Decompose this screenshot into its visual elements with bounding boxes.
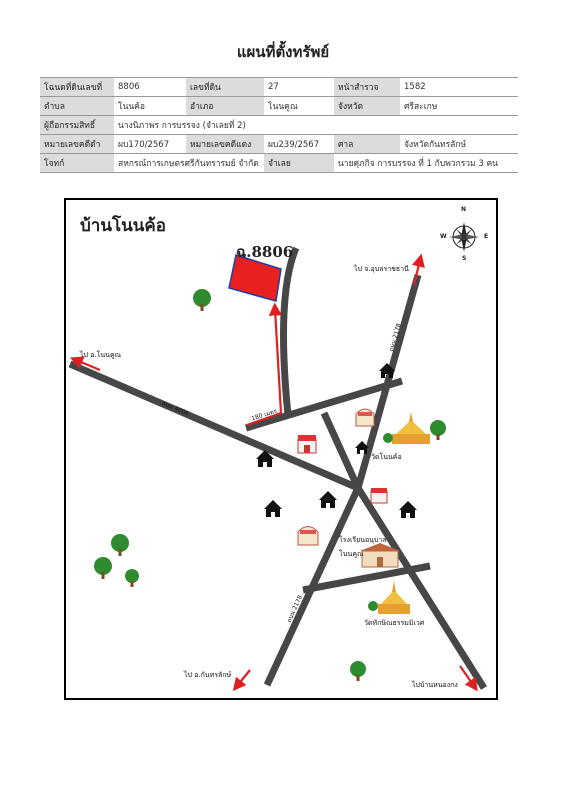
table-row <box>40 135 518 154</box>
label-to-ubon: ไป จ.อุบลราชธานี <box>354 265 409 273</box>
tree-icon <box>193 289 211 311</box>
district-value: โนนคูณ <box>264 97 334 116</box>
map-title: บ้านโนนค้อ <box>80 216 166 236</box>
label-to-nonkhun: ไป อ.โนนคูณ <box>80 351 122 359</box>
court-label: ศาล <box>334 135 400 154</box>
tree-icon <box>94 557 112 579</box>
shop-icon <box>371 488 387 503</box>
court-value: จังหวัดกันทรลักษ์ <box>400 135 518 154</box>
house-icon <box>399 501 417 518</box>
property-info-table <box>40 77 518 173</box>
province-label: จังหวัด <box>334 97 400 116</box>
owner-value: นางนิภาพร การบรรจง (จำเลยที่ 2) <box>114 116 518 135</box>
black-case-value: ผบ170/2567 <box>114 135 186 154</box>
tree-icon <box>125 569 139 587</box>
shop-icon <box>356 409 374 426</box>
arrow-to-kantharalak <box>237 670 250 686</box>
table-row <box>40 78 518 97</box>
location-map <box>64 198 498 700</box>
table-row <box>40 97 518 116</box>
land-no-label: เลขที่ดิน <box>186 78 264 97</box>
district-label: อำเภอ <box>186 97 264 116</box>
label-to-nongkong: ไปบ้านหนองกง <box>412 681 458 689</box>
page-title: แผนที่ตั้งทรัพย์ <box>236 43 330 61</box>
tree-icon <box>368 601 378 611</box>
tree-icon <box>383 433 393 443</box>
label-school-line2: โนนคูณ <box>339 550 364 558</box>
house-icon <box>264 500 282 517</box>
subdistrict-label: ตำบล <box>40 97 114 116</box>
subdistrict-value: โนนค้อ <box>114 97 186 116</box>
house-icon <box>355 441 369 454</box>
tree-icon <box>350 661 366 681</box>
province-value: ศรีสะเกษ <box>400 97 518 116</box>
road-label-4006: ถนน 4006 <box>160 399 190 418</box>
plaintiff-label: โจทก์ <box>40 154 114 173</box>
distance-label: 180 เมตร <box>250 407 278 423</box>
deed-no-value: 8806 <box>114 78 186 97</box>
label-wat-nonkho: วัดโนนค้อ <box>371 453 402 461</box>
owner-label: ผู้ถือกรรมสิทธิ์ <box>40 116 114 135</box>
plot-label: ฉ.8806 <box>236 243 294 261</box>
temple-icon <box>392 412 430 444</box>
defendant-value: นายศุภกิจ การบรรจง ที่ 1 กับพวกรวม 3 คน <box>334 154 518 173</box>
tree-icon <box>430 420 446 440</box>
label-wat-2: วัดทักษิณธรรมมิเวศ <box>364 619 425 627</box>
table-row <box>40 116 518 135</box>
red-case-value: ผบ239/2567 <box>264 135 334 154</box>
shop-icon <box>298 435 316 453</box>
road-4006 <box>70 364 358 488</box>
shop-icon <box>298 527 318 546</box>
survey-page-value: 1582 <box>400 78 518 97</box>
road-label-2178-bottom: ถนน 2178 <box>285 594 305 624</box>
compass-w: W <box>440 233 447 240</box>
defendant-label: จำเลย <box>264 154 334 173</box>
compass-s: S <box>462 255 467 262</box>
table-row <box>40 154 518 173</box>
label-to-kantharalak: ไป อ.กันทรลักษ์ <box>184 671 232 679</box>
compass-n: N <box>461 206 467 213</box>
road-label-2178-top: ถนน 2178 <box>387 322 403 353</box>
house-icon <box>319 491 337 508</box>
compass-icon <box>449 222 479 252</box>
black-case-label: หมายเลขคดีดำ <box>40 135 114 154</box>
red-case-label: หมายเลขคดีแดง <box>186 135 264 154</box>
label-school-line1: โรงเรียนอนุบาล <box>339 536 387 544</box>
temple-icon <box>378 581 410 614</box>
road-plot-access <box>284 248 297 415</box>
map-drawing <box>66 200 496 698</box>
tree-icon <box>111 534 129 556</box>
deed-no-label: โฉนดที่ดินเลขที่ <box>40 78 114 97</box>
road-se <box>358 488 484 688</box>
compass-e: E <box>484 233 489 240</box>
plaintiff-value: สหกรณ์การเกษตรศรีกันทรารมย์ จำกัด <box>114 154 264 173</box>
land-no-value: 27 <box>264 78 334 97</box>
survey-page-label: หน้าสำรวจ <box>334 78 400 97</box>
